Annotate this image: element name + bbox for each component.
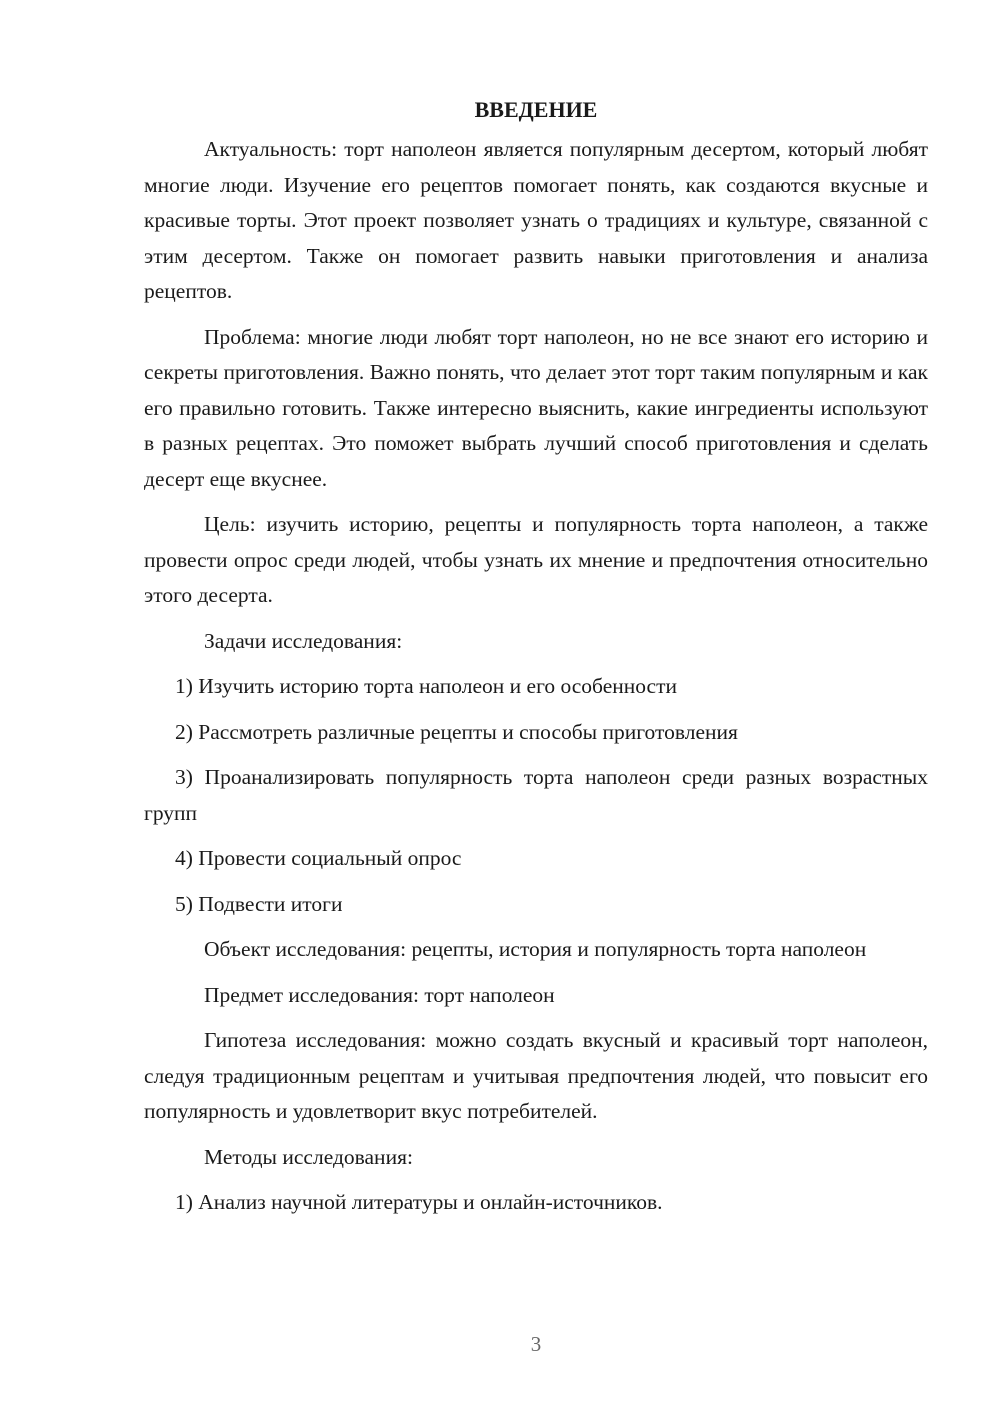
- paragraph-object: Объект исследования: рецепты, история и популярность торта наполеон: [204, 937, 867, 961]
- method-item-1: 1) Анализ научной литературы и онлайн-источников.: [175, 1190, 663, 1214]
- task-item-5: 5) Подвести итоги: [175, 891, 343, 916]
- section-title: ВВЕДЕНИЕ: [474, 97, 598, 122]
- task-item-2: 2) Рассмотреть различные рецепты и способы приготовления: [175, 719, 738, 744]
- task-item-3: 3) Проанализировать популярность торта наполеон среди разных возрастных групп: [144, 765, 928, 825]
- paragraph-goal: Цель: изучить историю, рецепты и популярность торта наполеон, а также провести опрос среди людей, чтобы узнать их мнение и предпочтения относительно этого десерта.: [144, 512, 928, 607]
- task-item-1: 1) Изучить историю торта наполеон и его особенности: [175, 674, 677, 698]
- paragraph-subject: Предмет исследования: торт наполеон: [204, 982, 555, 1007]
- methods-heading: Методы исследования:: [204, 1144, 413, 1169]
- paragraph-problem: Проблема: многие люди любят торт наполеон, но не все знают его историю и секреты приготовления. Важно понять, что делает этот торт таким популярным и как его правильно готовить. Также интересно выяснить, какие ингредиенты используют в разных рецептах. Это поможет выбрать лучший способ приготовления и сделать десерт еще вкуснее.: [144, 324, 928, 491]
- tasks-heading: Задачи исследования:: [204, 628, 403, 653]
- task-item-4: 4) Провести социальный опрос: [175, 846, 462, 870]
- page-number: 3: [530, 1332, 542, 1356]
- paragraph-relevance: Актуальность: торт наполеон является популярным десертом, который любят многие люди. Изучение его рецептов помогает понять, как создаются вкусные и красивые торты. Этот проект позволяет узнать о традициях и культуре, связанной с этим десертом. Также он помогает развить навыки приготовления и анализа рецептов.: [144, 137, 928, 303]
- page-content: [144, 88, 928, 1231]
- paragraph-hypothesis: Гипотеза исследования: можно создать вкусный и красивый торт наполеон, следуя традиционным рецептам и учитывая предпочтения людей, что повысит его популярность и удовлетворит вкус потребителей.: [144, 1028, 928, 1123]
